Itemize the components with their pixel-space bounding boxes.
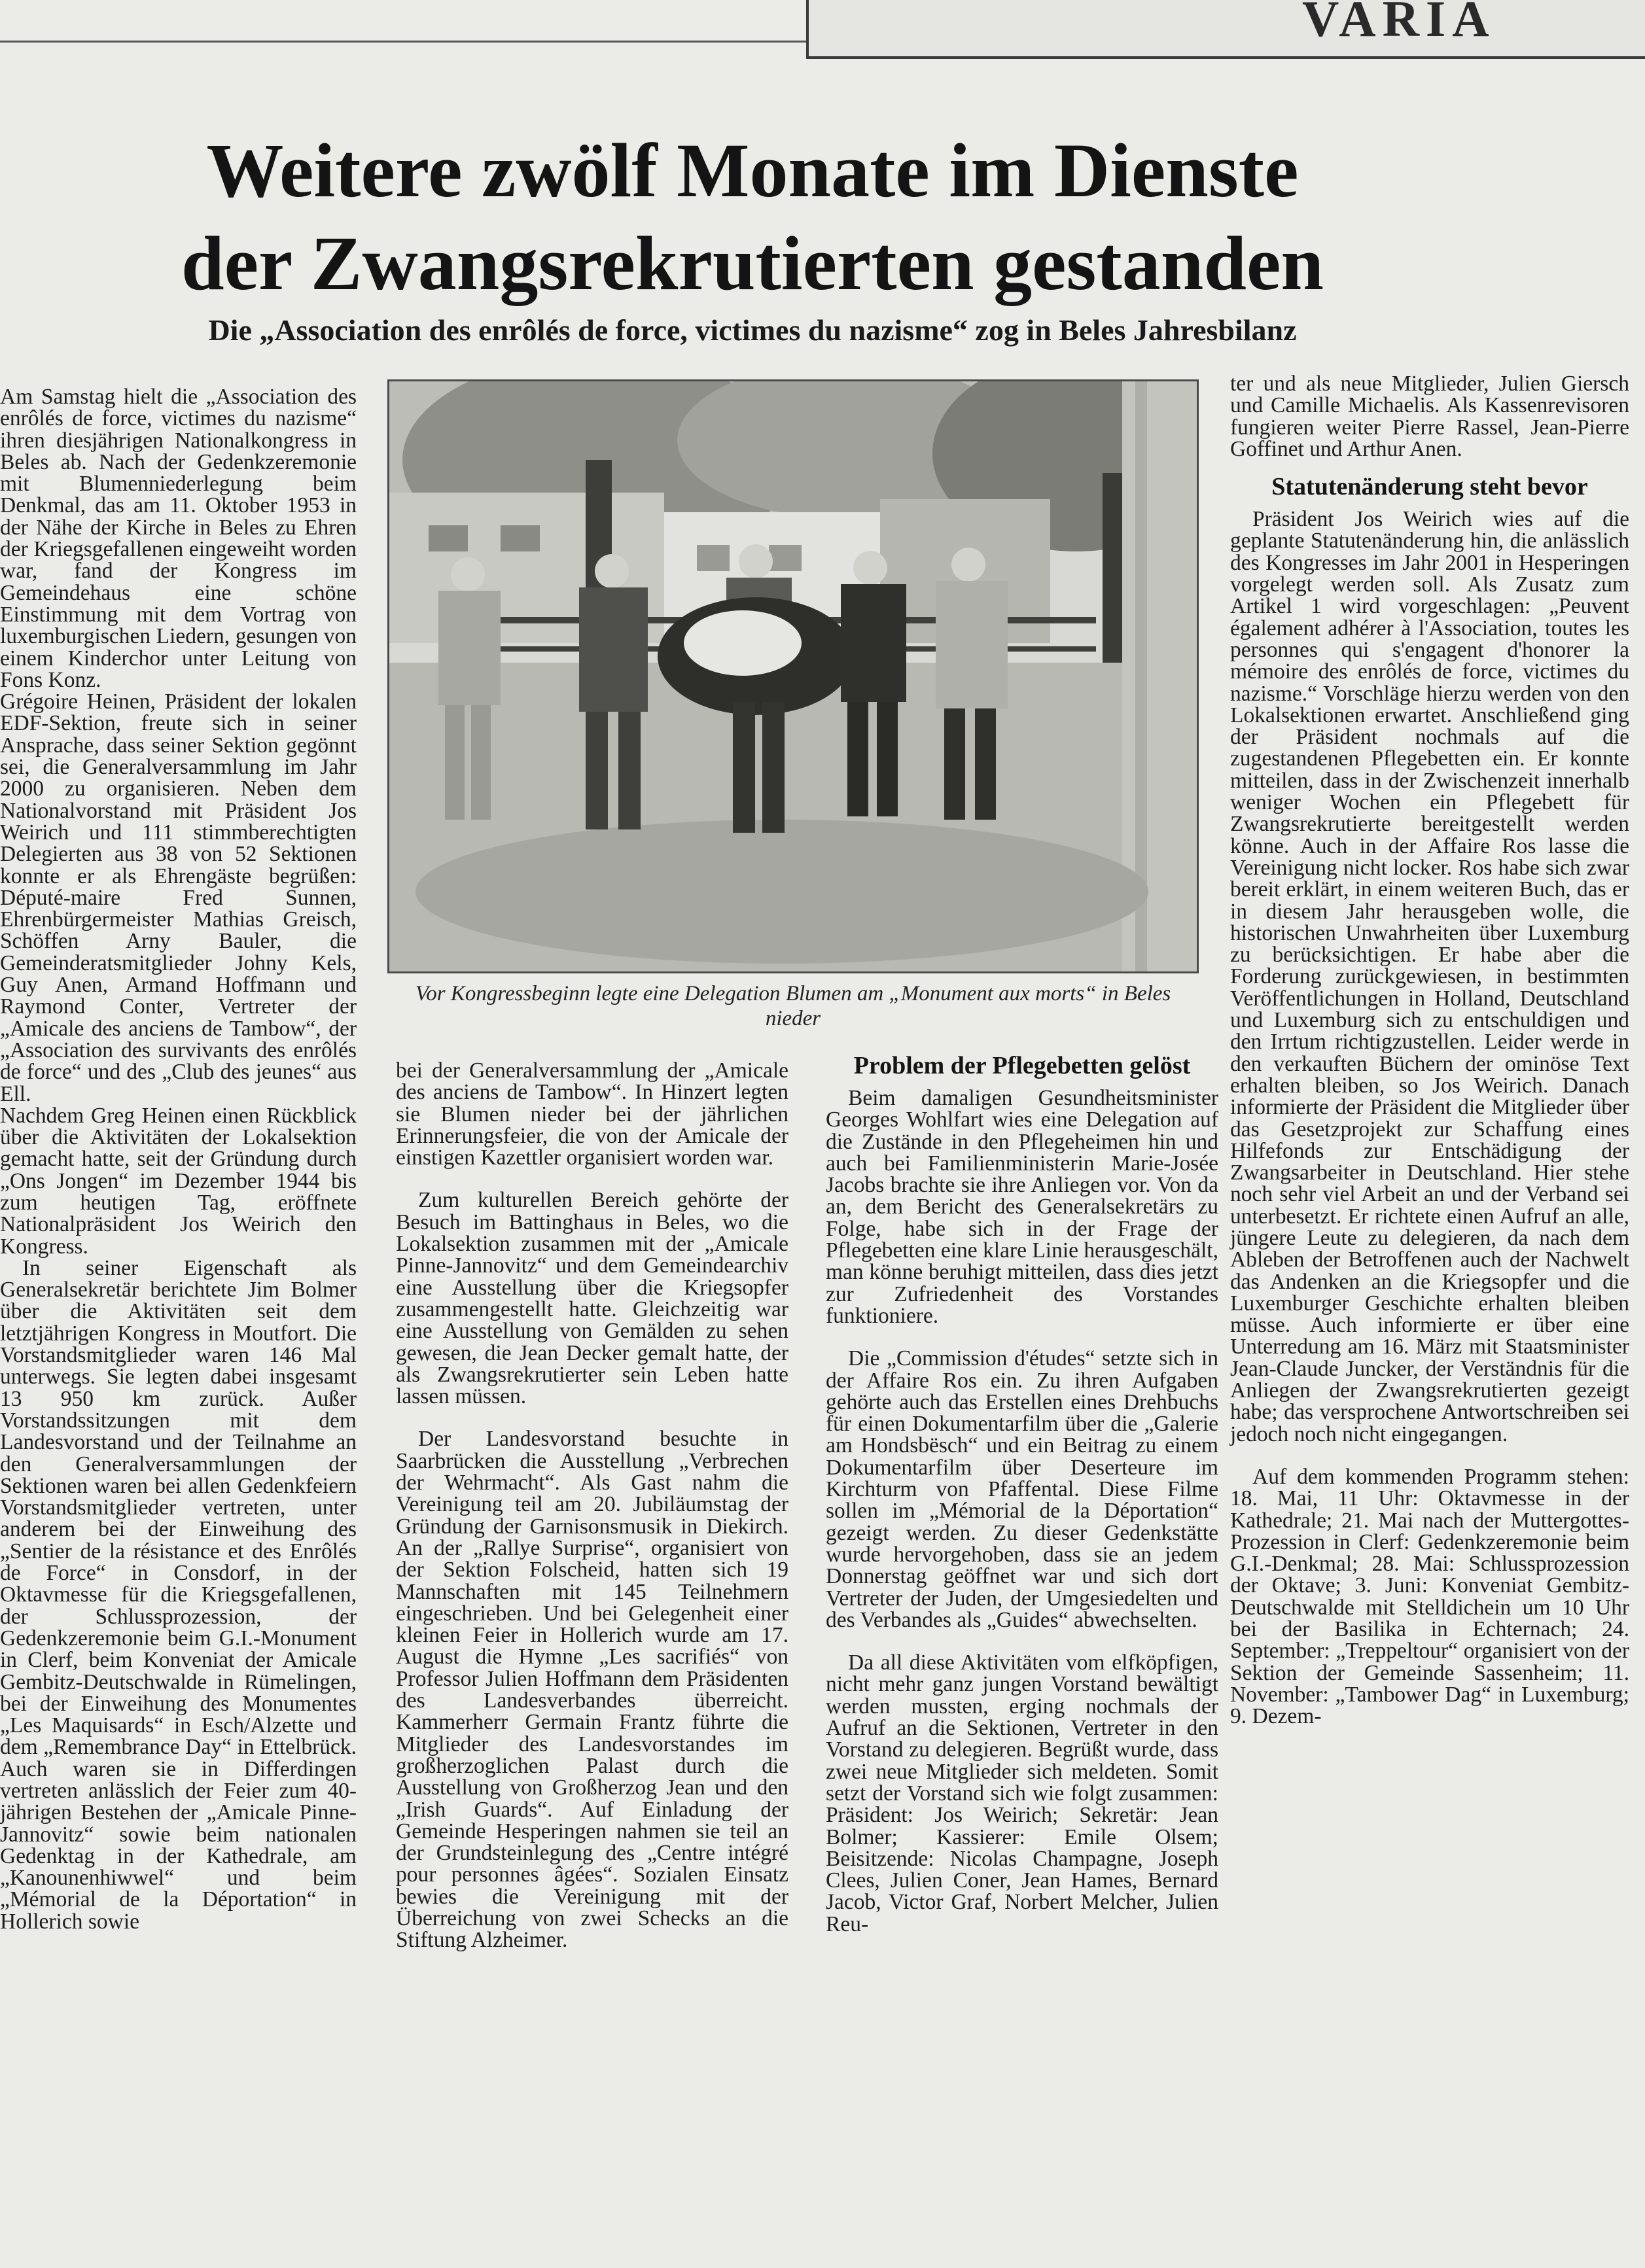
paragraph: In seiner Eigenschaft als Generalsekretär berichtete Jim Bolmer über die Aktivitäten seit dem letztjährigen Kongress in Moutfort. Die Vorstandsmitglieder waren 146 Mal unterwegs. Sie legten dabei insgesamt 13 950 km zurück. Außer Vorstandssitzungen mit dem Landesvorstand und der Teilnahme an den Generalversammlungen der Sektionen waren bei allen Gedenkfeiern Vorstandsmitglieder vertreten, unter anderem bei der Einweihung des „Sentier de la résistance et des Enrôlés de Force“ in Consdorf, in der Oktavmesse für die Kriegsgefallenen, der Schlussprozession, der Gedenkzeremonie beim G.I.-Monument in Clerf, beim Konveniat der Amicale Gembitz-Deutschwalde in Rümelingen, bei der Einweihung des Monumentes „Les Maquisards“ in Esch/Alzette und dem „Remembrance Day“ in Ettelbrück. Auch waren sie in Differdingen vertreten anlässlich der Feier zum 40-jährigen Bestehen der „Amicale Pinne-Jannovitz“ sowie beim nationalen Gedenktag in der Kathedrale, am „Kanounenhiwwel“ und beim „Mémorial de la Déportation“ in Hollerich sowie xyxy=(0,1255,357,1934)
paragraph: Da all diese Aktivitäten vom elfköpfigen, nicht mehr ganz jungen Vorstand bewältigt werden mussten, erging nochmals der Aufruf an die Sektionen, Vertreter in den Vorstand zu delegieren. Begrüßt wurde, dass zwei neue Mitglieder sich meldeten. Somit setzt der Vorstand sich wie folgt zusammen: Präsident: Jos Weirich; Sekretär: Jean Bolmer; Kassierer: Emile Olsem; Beisitzende: Nicolas Champagne, Joseph Clees, Julien Coner, Jean Hames, Bernard Jacob, Victor Graf, Norbert Melcher, Julien Reu- xyxy=(826,1650,1218,1936)
section-heading: Problem der Pflegebetten gelöst xyxy=(853,1052,1191,1079)
paragraph: Beim damaligen Gesundheitsminister Georges Wohlfart wies eine Delegation auf die Zustände in den Pflegeheimen hin und auch bei Familienministerin Marie-Josée Jacobs brachte sie ihre Anliegen vor. Von da an, dem Bericht des Generalsekretärs zu Folge, habe sich in der Frage der Pflegebetten eine klare Linie herausgeschält, man könne beruhigt mitteilen, dass dies jetzt zur Zufriedenheit des Vorstandes funktioniere. xyxy=(826,1086,1218,1328)
top-rule xyxy=(0,41,806,43)
paragraph: Auf dem kommenden Programm stehen: 18. Mai, 11 Uhr: Oktavmesse in der Kathedrale; 21. Mai nach der Muttergottes-Prozession in Clerf: Gedenkzeremonie beim G.I.-Denkmal; 28. Mai: Schlussprozession der Oktave; 3. Juni: Konveniat Gembitz-Deutschwalde mit Stelldichein um 10 Uhr bei der Basilika in Echternach; 24. September: „Treppeltour“ organisiert von der Sektion der Gemeinde Sassenheim; 11. November: „Tambower Dag“ in Luxemburg; 9. Dezem- xyxy=(1230,1464,1629,1729)
column-2 xyxy=(396,1060,788,1951)
paragraph: ter und als neue Mitglieder, Julien Giersch und Camille Michaelis. Als Kassenrevisoren fungieren weiter Pierre Rassel, Jean-Pierre Goffinet und Arthur Anen. xyxy=(1230,372,1629,461)
paragraph: Präsident Jos Weirich wies auf die geplante Statutenänderung hin, die anlässlich des Kongresses im Jahr 2001 in Hesperingen vorgelegt werden soll. Als Zusatz zum Artikel 1 wird vorgeschlagen: „Peuvent également adhérer à l'Association, toutes les personnes qui s'engagent d'honorer la mémoire des enrôlés de force, victimes du nazisme.“ Vorschläge hierzu werden von den Lokalsektionen erwartet. Anschließend ging der Präsident nochmals auf die zugestandenen Pflegebetten ein. Er konnte mitteilen, dass in der Zwischenzeit innerhalb weniger Wochen ein Pflegebett für Zwangsrekrutierte bereitgestellt werden könne. Auch in der Affaire Ros lasse die Vereinigung nicht locker. Ros habe sich zwar bereit erklärt, in einem weiteren Buch, das er in diesem Jahr herausgeben wolle, die historischen Unwahrheiten über Luxemburg zu berücksichtigen. Er habe aber die Forderung zurückgewiesen, in bestimmten Veröffentlichungen in Holland, Deutschland und Luxemburg sich zu entschuldigen und den Irrtum richtigzustellen. Leider werde in den verkauften Büchern der ominöse Text erhalten bleiben, so Jos Weirich. Danach informierte der Präsident die Mitglieder über das Gesetzprojekt zur Schaffung eines Hilfefonds zur Entschädigung der Zwangsarbeiter in Deutschland. Hier stehe noch sehr viel Arbeit an und der Verband sei unterbesetzt. Er richtete einen Aufruf an alle, jüngere Leute zu delegieren, da nach dem Ableben der Betroffenen auch der Nachwelt das Andenken an die Kriegsopfer und die Luxemburger Geschichte erhalten bleiben müsse. Auch informierte er über eine Unterredung am 16. März mit Staatsminister Jean-Claude Juncker, der Verständnis für die Anliegen der Zwangsrekrutierten gezeigt habe; das versprochene Antwortschreiben sei jedoch noch nicht eingegangen. xyxy=(1230,507,1629,1446)
headline-line-2: der Zwangsrekrutierten gestanden xyxy=(181,220,1324,306)
photo-illustration xyxy=(389,381,1197,971)
photo-caption: Vor Kongressbeginn legte eine Delegation Blumen am „Monument aux morts“ in Beles nieder xyxy=(415,982,1171,1030)
section-label: VARIA xyxy=(1302,0,1496,47)
paragraph: Der Landesvorstand besuchte in Saarbrücken die Ausstellung „Verbrechen der Wehrmacht“. Als Gast nahm die Vereinigung teil am 20. Jubiläumstag der Gründung der Garnisonsmusik in Diekirch. An der „Rallye Surprise“, organisiert von der Sektion Folscheid, hatten sich 19 Mannschaften mit 145 Teilnehmern eingeschrieben. Und bei Gelegenheit einer kleinen Feier in Hollerich wurde am 17. August die Hymne „Les sacrifiés“ von Professor Julien Hoffmann dem Präsidenten des Landesverbandes überreicht. Kammerherr Germain Frantz führte die Mitglieder des Landesvorstandes im großherzoglichen Palast durch die Ausstellung von Großherzog Jean und den „Irish Guards“. Auf Einladung der Gemeinde Hesperingen nahmen sie teil an der Grundsteinlegung des „Centre intégré pour personnes âgées“. Sozialen Einsatz bewies die Vereinigung mit der Überreichung von zwei Schecks an die Stiftung Alzheimer. xyxy=(396,1427,788,1953)
column-4 xyxy=(1230,373,1629,1728)
paragraph: Am Samstag hielt die „Association des enrôlés de force, victimes du nazisme“ ihren diesjährigen Nationalkongress in Beles ab. Nach der Gedenkzeremonie mit Blumenniederlegung beim Denkmal, das am 11. Oktober 1953 in der Nähe der Kirche in Beles zu Ehren der Kriegsgefallenen eingeweiht worden war, fand der Kongress im Gemeindehaus eine schöne Einstimmung mit dem Vortrag von luxemburgischen Liedern, gesungen von einem Kinderchor unter Leitung von Fons Konz. xyxy=(0,385,357,692)
paragraph: Grégoire Heinen, Präsident der lokalen EDF-Sektion, freute sich in seiner Ansprache, dass seiner Sektion gegönnt sei, die Generalversammlung im Jahr 2000 zu organisieren. Neben dem Nationalvorstand mit Präsident Jos Weirich und 111 stimmberechtigten Delegierten aus 38 von 52 Sektionen konnte er als Ehrengäste begrüßen: Député-maire Fred Sunnen, Ehrenbürgermeister Mathias Greisch, Schöffen Arny Bauler, die Gemeinderatsmitglieder Johny Kels, Guy Anen, Armand Hoffmann und Raymond Conter, Vertreter der „Amicale des anciens de Tambow“, der „Association des survivants des enrôlés de force“ und des „Club des jeunes“ aus Ell. xyxy=(0,689,357,1106)
paragraph: bei der Generalversammlung der „Amicale des anciens de Tambow“. In Hinzert legten sie Blumen nieder bei der jährlichen Erinnerungsfeier, die von der Amicale der einstigen Kazettler organisiert worden war. xyxy=(396,1058,788,1170)
paragraph: Zum kulturellen Bereich gehörte der Besuch im Battinghaus in Beles, wo die Lokalsektion zusammen mit der „Amicale Pinne-Jannovitz“ und dem Gemeindearchiv eine Ausstellung über die Kriegsopfer zusammengestellt hatte. Gleichzeitig war eine Ausstellung von Gemälden zu sehen gewesen, die Jean Decker gemalt hatte, der als Zwangsrekrutierter sein Leben hatte lassen müssen. xyxy=(396,1188,788,1409)
column-1 xyxy=(0,386,357,1932)
paragraph: Die „Commission d'études“ setzte sich in der Affaire Ros ein. Zu ihren Aufgaben gehörte auch das Erstellen eines Drehbuchs für einen Dokumentarfilm über die „Galerie am Hondsbësch“ und ein Beitrag zu einem Dokumentarfilm über Deserteure im Kirchturm von Pfaffental. Diese Filme sollen im „Mémorial de la Déportation“ gezeigt werden. Zu dieser Gedenkstätte wurde hervorgehoben, dass sie an jedem Donnerstag geöffnet war und sich dort Vertreter der Juden, der Umgesiedelten und des Verbandes als „Guides“ abwechselten. xyxy=(826,1346,1218,1632)
article-photo xyxy=(387,379,1199,973)
paragraph: Nachdem Greg Heinen einen Rückblick über die Aktivitäten der Lokalsektion gemacht hatte, seit der Gründung durch „Ons Jongen“ im Dezember 1944 bis zum heutigen Tag, eröffnete Nationalpräsident Jos Weirich den Kongress. xyxy=(0,1103,357,1259)
section-heading: Statutenänderung steht bevor xyxy=(1271,473,1588,501)
headline-line-1: Weitere zwölf Monate im Dienste xyxy=(206,128,1299,213)
section-header-box xyxy=(806,0,1645,59)
subheadline: Die „Association des enrôlés de force, victimes du nazisme“ zog in Beles Jahresbilanz xyxy=(208,313,1297,347)
column-3 xyxy=(826,1053,1218,1935)
headline xyxy=(131,124,1374,310)
